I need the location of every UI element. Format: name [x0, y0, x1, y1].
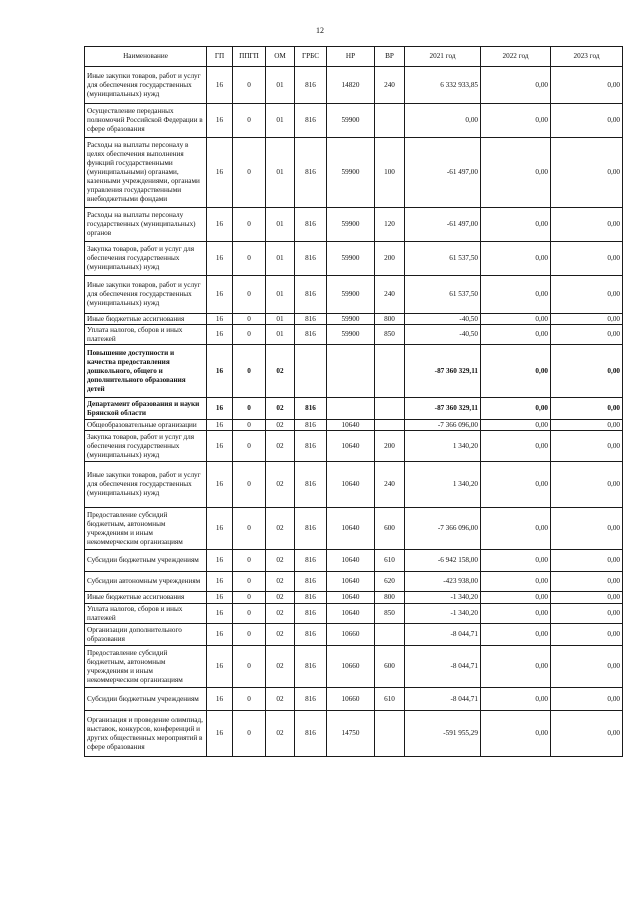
- cell-np: 10660: [327, 646, 375, 688]
- cell-om: 01: [266, 104, 295, 138]
- cell-gp: 16: [207, 345, 233, 398]
- cell-y2023: 0,00: [551, 624, 623, 646]
- cell-y2022: 0,00: [481, 572, 551, 592]
- cell-grbs: 816: [295, 104, 327, 138]
- cell-name: Организация и проведение олимпиад, выставок, конкурсов, конференций и других общественных мероприятий в сфере образования: [85, 711, 207, 757]
- cell-gp: 16: [207, 325, 233, 345]
- cell-grbs: 816: [295, 314, 327, 325]
- cell-np: 10660: [327, 688, 375, 711]
- cell-ppgp: 0: [233, 462, 266, 508]
- cell-gp: 16: [207, 314, 233, 325]
- cell-name: Предоставление субсидий бюджетным, автономным учреждениям и иным некоммерческим организациям: [85, 646, 207, 688]
- table-row: [85, 276, 623, 314]
- cell-gp: 16: [207, 604, 233, 624]
- cell-y2022: 0,00: [481, 104, 551, 138]
- header-2023: 2023 год: [551, 47, 623, 67]
- cell-om: 02: [266, 345, 295, 398]
- cell-grbs: 816: [295, 462, 327, 508]
- cell-vr: [375, 420, 405, 431]
- cell-gp: 16: [207, 646, 233, 688]
- cell-y2022: 0,00: [481, 276, 551, 314]
- cell-y2022: 0,00: [481, 208, 551, 242]
- cell-grbs: 816: [295, 138, 327, 208]
- cell-vr: 800: [375, 592, 405, 604]
- cell-name: Закупка товаров, работ и услуг для обеспечения государственных (муниципальных) нужд: [85, 242, 207, 276]
- cell-np: 10640: [327, 508, 375, 550]
- cell-y2023: 0,00: [551, 431, 623, 462]
- cell-gp: 16: [207, 462, 233, 508]
- cell-vr: [375, 624, 405, 646]
- cell-y2023: 0,00: [551, 208, 623, 242]
- cell-np: 14750: [327, 711, 375, 757]
- cell-np: 10640: [327, 572, 375, 592]
- cell-vr: 850: [375, 325, 405, 345]
- cell-y2023: 0,00: [551, 592, 623, 604]
- cell-vr: 120: [375, 208, 405, 242]
- cell-om: 01: [266, 314, 295, 325]
- table-row: [85, 420, 623, 431]
- cell-name: Субсидии бюджетным учреждениям: [85, 688, 207, 711]
- cell-gp: 16: [207, 420, 233, 431]
- cell-gp: 16: [207, 104, 233, 138]
- cell-ppgp: 0: [233, 104, 266, 138]
- cell-vr: [375, 398, 405, 420]
- cell-ppgp: 0: [233, 67, 266, 104]
- cell-np: 59900: [327, 276, 375, 314]
- cell-y2023: 0,00: [551, 604, 623, 624]
- cell-y2022: 0,00: [481, 314, 551, 325]
- cell-y2023: 0,00: [551, 711, 623, 757]
- cell-y2021: -7 366 096,00: [405, 420, 481, 431]
- header-2021: 2021 год: [405, 47, 481, 67]
- cell-name: Расходы на выплаты персоналу в целях обеспечения выполнения функций государственными (муниципальными) органами, казенными учреждениями, органами управления государственными внебюджетными фондами: [85, 138, 207, 208]
- cell-ppgp: 0: [233, 431, 266, 462]
- cell-gp: 16: [207, 508, 233, 550]
- header-grbs: ГРБС: [295, 47, 327, 67]
- cell-ppgp: 0: [233, 572, 266, 592]
- cell-y2022: 0,00: [481, 711, 551, 757]
- cell-y2022: 0,00: [481, 67, 551, 104]
- cell-name: Организации дополнительного образования: [85, 624, 207, 646]
- cell-y2023: 0,00: [551, 138, 623, 208]
- cell-y2021: -423 938,00: [405, 572, 481, 592]
- cell-y2022: 0,00: [481, 646, 551, 688]
- cell-om: 02: [266, 550, 295, 572]
- cell-ppgp: 0: [233, 624, 266, 646]
- cell-grbs: 816: [295, 242, 327, 276]
- cell-vr: [375, 711, 405, 757]
- cell-np: 14820: [327, 67, 375, 104]
- cell-y2021: -87 360 329,11: [405, 345, 481, 398]
- cell-grbs: 816: [295, 624, 327, 646]
- header-2022: 2022 год: [481, 47, 551, 67]
- cell-ppgp: 0: [233, 325, 266, 345]
- cell-om: 02: [266, 604, 295, 624]
- cell-y2022: 0,00: [481, 508, 551, 550]
- cell-ppgp: 0: [233, 314, 266, 325]
- cell-y2023: 0,00: [551, 314, 623, 325]
- cell-np: 59900: [327, 104, 375, 138]
- page-number: 12: [316, 26, 324, 35]
- cell-y2023: 0,00: [551, 345, 623, 398]
- cell-name: Иные бюджетные ассигнования: [85, 592, 207, 604]
- cell-y2021: -8 044,71: [405, 688, 481, 711]
- cell-grbs: 816: [295, 325, 327, 345]
- cell-ppgp: 0: [233, 688, 266, 711]
- cell-grbs: 816: [295, 398, 327, 420]
- table-row: [85, 508, 623, 550]
- cell-y2022: 0,00: [481, 462, 551, 508]
- cell-om: 02: [266, 646, 295, 688]
- cell-grbs: 816: [295, 431, 327, 462]
- cell-np: 10640: [327, 462, 375, 508]
- cell-ppgp: 0: [233, 550, 266, 572]
- cell-ppgp: 0: [233, 208, 266, 242]
- cell-om: 02: [266, 420, 295, 431]
- cell-y2023: 0,00: [551, 572, 623, 592]
- cell-y2023: 0,00: [551, 462, 623, 508]
- cell-vr: 200: [375, 242, 405, 276]
- table-row: [85, 646, 623, 688]
- cell-name: Департамент образования и науки Брянской области: [85, 398, 207, 420]
- table-row: [85, 138, 623, 208]
- table-row: [85, 431, 623, 462]
- cell-grbs: 816: [295, 572, 327, 592]
- cell-np: 10640: [327, 420, 375, 431]
- cell-y2021: -8 044,71: [405, 646, 481, 688]
- cell-name: Иные закупки товаров, работ и услуг для обеспечения государственных (муниципальных) нужд: [85, 67, 207, 104]
- cell-np: [327, 345, 375, 398]
- cell-y2021: 0,00: [405, 104, 481, 138]
- cell-np: 59900: [327, 325, 375, 345]
- cell-grbs: [295, 345, 327, 398]
- cell-y2021: 1 340,20: [405, 431, 481, 462]
- cell-grbs: 816: [295, 550, 327, 572]
- cell-gp: 16: [207, 624, 233, 646]
- cell-om: 02: [266, 431, 295, 462]
- cell-ppgp: 0: [233, 604, 266, 624]
- cell-vr: 610: [375, 550, 405, 572]
- table-row: [85, 462, 623, 508]
- cell-y2021: -87 360 329,11: [405, 398, 481, 420]
- table-row: [85, 67, 623, 104]
- cell-y2023: 0,00: [551, 242, 623, 276]
- table-row: [85, 325, 623, 345]
- cell-gp: 16: [207, 572, 233, 592]
- cell-y2022: 0,00: [481, 624, 551, 646]
- cell-gp: 16: [207, 398, 233, 420]
- cell-name: Уплата налогов, сборов и иных платежей: [85, 604, 207, 624]
- cell-y2023: 0,00: [551, 398, 623, 420]
- cell-grbs: 816: [295, 646, 327, 688]
- cell-y2021: -8 044,71: [405, 624, 481, 646]
- cell-om: 02: [266, 624, 295, 646]
- cell-om: 02: [266, 508, 295, 550]
- table-row: [85, 592, 623, 604]
- cell-y2021: -7 366 096,00: [405, 508, 481, 550]
- cell-name: Закупка товаров, работ и услуг для обеспечения государственных (муниципальных) нужд: [85, 431, 207, 462]
- table-header-row: [85, 47, 623, 67]
- table-row: [85, 624, 623, 646]
- cell-np: 59900: [327, 208, 375, 242]
- table-row: [85, 572, 623, 592]
- cell-vr: [375, 345, 405, 398]
- cell-vr: 200: [375, 431, 405, 462]
- cell-om: 02: [266, 462, 295, 508]
- cell-ppgp: 0: [233, 646, 266, 688]
- cell-y2023: 0,00: [551, 67, 623, 104]
- cell-y2021: -61 497,00: [405, 138, 481, 208]
- table-row: [85, 550, 623, 572]
- header-gp: ГП: [207, 47, 233, 67]
- cell-grbs: 816: [295, 508, 327, 550]
- cell-np: 10640: [327, 431, 375, 462]
- header-vr: ВР: [375, 47, 405, 67]
- cell-name: Предоставление субсидий бюджетным, автономным учреждениям и иным некоммерческим организациям: [85, 508, 207, 550]
- cell-y2021: 1 340,20: [405, 462, 481, 508]
- table-row: [85, 104, 623, 138]
- table-row: [85, 242, 623, 276]
- cell-np: 10640: [327, 604, 375, 624]
- cell-om: 01: [266, 138, 295, 208]
- cell-y2023: 0,00: [551, 508, 623, 550]
- cell-y2023: 0,00: [551, 688, 623, 711]
- cell-ppgp: 0: [233, 592, 266, 604]
- cell-ppgp: 0: [233, 138, 266, 208]
- cell-y2023: 0,00: [551, 276, 623, 314]
- cell-y2022: 0,00: [481, 138, 551, 208]
- cell-y2021: 61 537,50: [405, 276, 481, 314]
- cell-om: 02: [266, 572, 295, 592]
- cell-name: Осуществление переданных полномочий Российской Федерации в сфере образования: [85, 104, 207, 138]
- cell-name: Иные закупки товаров, работ и услуг для обеспечения государственных (муниципальных) нужд: [85, 462, 207, 508]
- cell-y2022: 0,00: [481, 420, 551, 431]
- cell-grbs: 816: [295, 711, 327, 757]
- header-om: ОМ: [266, 47, 295, 67]
- cell-y2022: 0,00: [481, 604, 551, 624]
- cell-gp: 16: [207, 592, 233, 604]
- table-row: [85, 604, 623, 624]
- cell-ppgp: 0: [233, 711, 266, 757]
- table-row: [85, 314, 623, 325]
- cell-y2023: 0,00: [551, 325, 623, 345]
- cell-np: 10640: [327, 592, 375, 604]
- cell-grbs: 816: [295, 208, 327, 242]
- cell-gp: 16: [207, 67, 233, 104]
- cell-gp: 16: [207, 431, 233, 462]
- cell-om: 02: [266, 688, 295, 711]
- table-row: [85, 345, 623, 398]
- table-row: [85, 398, 623, 420]
- cell-y2021: -1 340,20: [405, 604, 481, 624]
- cell-y2021: -40,50: [405, 325, 481, 345]
- cell-vr: 610: [375, 688, 405, 711]
- cell-ppgp: 0: [233, 276, 266, 314]
- cell-ppgp: 0: [233, 345, 266, 398]
- cell-y2023: 0,00: [551, 104, 623, 138]
- cell-y2022: 0,00: [481, 345, 551, 398]
- cell-grbs: 816: [295, 67, 327, 104]
- cell-om: 02: [266, 398, 295, 420]
- cell-om: 01: [266, 242, 295, 276]
- cell-om: 01: [266, 325, 295, 345]
- cell-y2022: 0,00: [481, 592, 551, 604]
- header-ppgp: ППГП: [233, 47, 266, 67]
- cell-grbs: 816: [295, 688, 327, 711]
- cell-om: 02: [266, 592, 295, 604]
- cell-ppgp: 0: [233, 420, 266, 431]
- cell-name: Субсидии бюджетным учреждениям: [85, 550, 207, 572]
- cell-om: 01: [266, 208, 295, 242]
- cell-gp: 16: [207, 208, 233, 242]
- cell-vr: 600: [375, 508, 405, 550]
- cell-y2021: -40,50: [405, 314, 481, 325]
- cell-name: Расходы на выплаты персоналу государственных (муниципальных) органов: [85, 208, 207, 242]
- cell-y2022: 0,00: [481, 242, 551, 276]
- cell-y2021: -1 340,20: [405, 592, 481, 604]
- cell-vr: 850: [375, 604, 405, 624]
- cell-y2022: 0,00: [481, 550, 551, 572]
- cell-vr: 100: [375, 138, 405, 208]
- cell-y2021: -591 955,29: [405, 711, 481, 757]
- cell-name: Общеобразовательные организации: [85, 420, 207, 431]
- cell-y2022: 0,00: [481, 688, 551, 711]
- cell-vr: 240: [375, 67, 405, 104]
- cell-np: 59900: [327, 314, 375, 325]
- cell-y2023: 0,00: [551, 420, 623, 431]
- cell-gp: 16: [207, 242, 233, 276]
- cell-y2023: 0,00: [551, 646, 623, 688]
- cell-vr: 800: [375, 314, 405, 325]
- cell-om: 01: [266, 67, 295, 104]
- cell-vr: 240: [375, 462, 405, 508]
- cell-vr: 240: [375, 276, 405, 314]
- cell-name: Иные закупки товаров, работ и услуг для обеспечения государственных (муниципальных) нужд: [85, 276, 207, 314]
- cell-y2022: 0,00: [481, 325, 551, 345]
- table-row: [85, 711, 623, 757]
- cell-y2023: 0,00: [551, 550, 623, 572]
- table-row: [85, 208, 623, 242]
- cell-y2022: 0,00: [481, 431, 551, 462]
- header-np: НР: [327, 47, 375, 67]
- cell-ppgp: 0: [233, 242, 266, 276]
- cell-ppgp: 0: [233, 398, 266, 420]
- cell-name: Иные бюджетные ассигнования: [85, 314, 207, 325]
- cell-name: Субсидии автономным учреждениям: [85, 572, 207, 592]
- cell-vr: [375, 104, 405, 138]
- cell-gp: 16: [207, 138, 233, 208]
- cell-gp: 16: [207, 688, 233, 711]
- cell-np: 10660: [327, 624, 375, 646]
- budget-table: [84, 46, 623, 757]
- cell-y2021: -61 497,00: [405, 208, 481, 242]
- cell-grbs: 816: [295, 276, 327, 314]
- cell-grbs: 816: [295, 604, 327, 624]
- cell-gp: 16: [207, 711, 233, 757]
- table-body: [85, 67, 623, 757]
- table-row: [85, 688, 623, 711]
- cell-y2021: 61 537,50: [405, 242, 481, 276]
- cell-np: 59900: [327, 138, 375, 208]
- cell-np: [327, 398, 375, 420]
- cell-om: 01: [266, 276, 295, 314]
- cell-gp: 16: [207, 276, 233, 314]
- cell-ppgp: 0: [233, 508, 266, 550]
- cell-grbs: 816: [295, 592, 327, 604]
- cell-name: Уплата налогов, сборов и иных платежей: [85, 325, 207, 345]
- cell-vr: 620: [375, 572, 405, 592]
- cell-gp: 16: [207, 550, 233, 572]
- cell-vr: 600: [375, 646, 405, 688]
- cell-grbs: 816: [295, 420, 327, 431]
- cell-y2021: 6 332 933,85: [405, 67, 481, 104]
- cell-y2021: -6 942 158,00: [405, 550, 481, 572]
- header-name: Наименование: [85, 47, 207, 67]
- cell-y2022: 0,00: [481, 398, 551, 420]
- cell-om: 02: [266, 711, 295, 757]
- cell-name: Повышение доступности и качества предоставления дошкольного, общего и дополнительного образования детей: [85, 345, 207, 398]
- cell-np: 10640: [327, 550, 375, 572]
- cell-np: 59900: [327, 242, 375, 276]
